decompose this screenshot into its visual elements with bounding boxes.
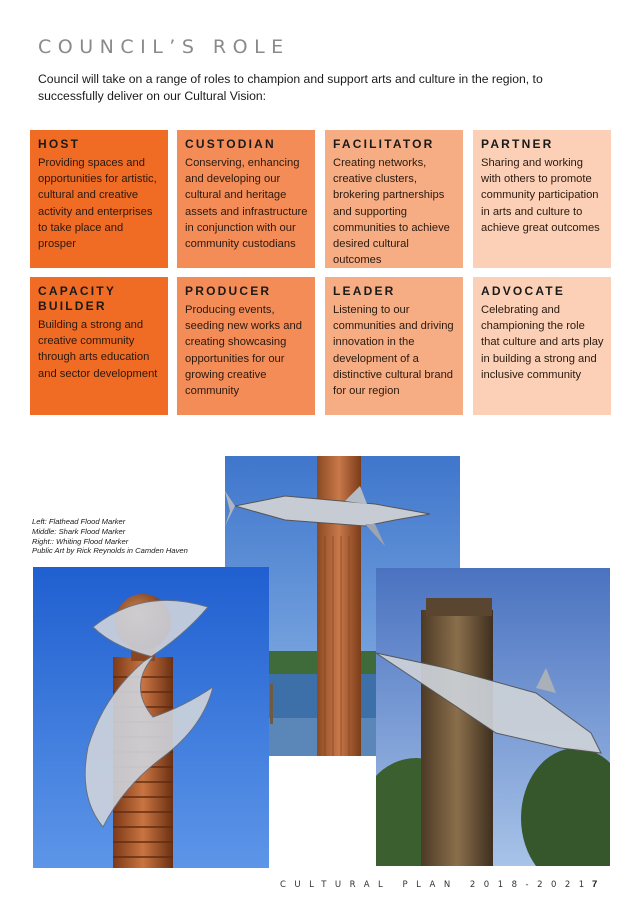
role-title: HOST [38,137,81,151]
role-description: Building a strong and creative community through arts education and sector development [38,319,158,380]
role-description: Celebrating and championing the role that culture and arts play in building a strong and inclusive community [481,304,604,381]
role-description: Producing events, seeding new works and creating showcasing opportunities for our growing creative community [185,304,302,398]
footer-document-title: CULTURAL PLAN 2018-2021 [280,880,593,890]
page-title: COUNCIL’S ROLE [38,36,290,58]
role-card-partner [473,130,611,268]
caption-line: Right:: Whiting Flood Marker [32,536,129,546]
role-card-advocate [473,277,611,415]
role-title: PRODUCER [185,284,272,298]
page-number: 7 [592,879,598,890]
role-description: Conserving, enhancing and developing our cultural and heritage assets and infrastructure in conjunction with our community custodians [185,157,308,251]
photo-caption [32,517,188,556]
role-card-leader [325,277,463,415]
caption-line: Left: Flathead Flood Marker [32,517,126,526]
role-card-capacity-builder [30,277,168,415]
caption-line: Middle: Shark Flood Marker [32,526,126,536]
role-card-producer [177,277,315,415]
whiting-flood-marker-photo [376,568,610,866]
role-card-custodian [177,130,315,268]
role-description: Providing spaces and opportunities for artistic, cultural and creative activity and enterprises to take place and prosper [38,157,157,251]
role-card-host [30,130,168,268]
role-title: CAPACITY BUILDER [38,284,116,313]
role-title: CUSTODIAN [185,137,276,151]
intro-paragraph: Council will take on a range of roles to champion and support arts and culture in the region, to successfully deliver on our Cultural Vision: [38,72,543,103]
flathead-flood-marker-photo [33,567,269,868]
flathead-photo-illustration [33,567,269,868]
role-title: LEADER [333,284,396,298]
role-title: ADVOCATE [481,284,566,298]
role-title: PARTNER [481,137,554,151]
role-card-facilitator [325,130,463,268]
role-description: Creating networks, creative clusters, brokering partnerships and supporting communities to achieve desired cultural outcomes [333,157,450,267]
whiting-photo-illustration [376,568,610,866]
role-title: FACILITATOR [333,137,435,151]
role-description: Sharing and working with others to promote community participation in arts and culture to achieve great outcomes [481,157,600,234]
role-description: Listening to our communities and driving innovation in the development of a distinctive cultural brand for our region [333,304,454,398]
caption-line: Public Art by Rick Reynolds in Camden Haven [32,546,188,556]
